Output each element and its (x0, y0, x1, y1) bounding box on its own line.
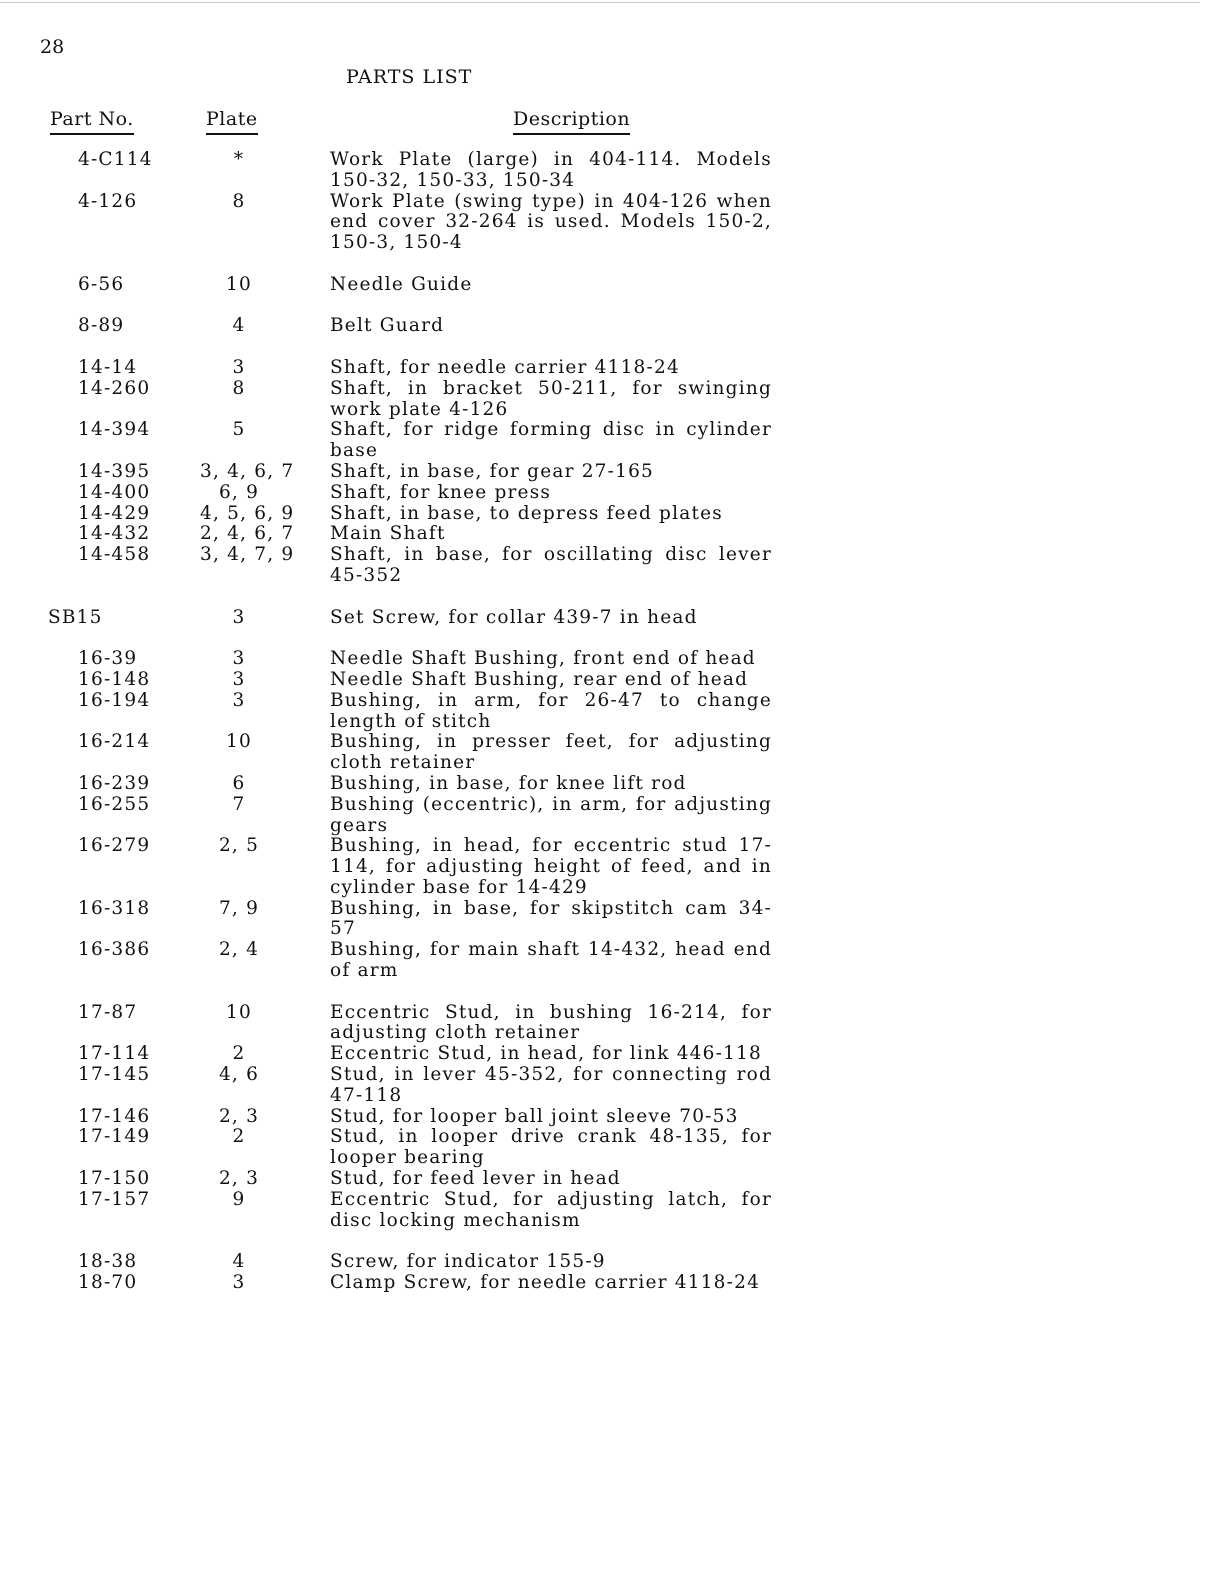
parts-row (0, 732, 1224, 774)
plate-number: 3, 4, 7, 9 (200, 544, 295, 566)
plate-number: 2 (232, 1126, 246, 1148)
part-number: 14-429 (78, 502, 151, 524)
parts-row (0, 358, 1224, 379)
parts-row (0, 649, 1224, 670)
page-title: PARTS LIST (346, 66, 473, 88)
part-description: Main Shaft (330, 523, 446, 545)
part-number: 16-279 (78, 835, 151, 857)
part-number: 17-149 (78, 1126, 151, 1148)
plate-number: 3 (232, 606, 246, 628)
parts-row (0, 1169, 1224, 1190)
part-description: Set Screw, for collar 439-7 in head (330, 606, 698, 628)
header-underline (513, 133, 630, 135)
parts-row (0, 420, 1224, 462)
part-number: 4-C114 (78, 149, 153, 170)
part-number: 14-458 (78, 544, 151, 566)
plate-number: 3 (232, 689, 246, 711)
part-number: 16-39 (78, 648, 138, 670)
part-number: 6-56 (78, 273, 125, 295)
plate-number: 10 (226, 1001, 252, 1023)
header-underline (50, 133, 134, 135)
header-description (513, 108, 630, 135)
page-top-edge (0, 2, 1200, 3)
parts-row (0, 192, 1224, 254)
parts-row (0, 691, 1224, 733)
plate-number: 2, 4, 6, 7 (200, 523, 295, 545)
parts-list (0, 150, 1224, 1294)
part-description: Bushing, in head, for eccentric stud 17-114, for adjusting height of feed, and in cylinder base for 14-429 (330, 835, 772, 898)
plate-number: 2, 5 (218, 835, 260, 857)
plate-number: 4, 6 (218, 1064, 260, 1086)
header-plate-label: Plate (206, 108, 258, 130)
part-number: 14-14 (78, 356, 138, 378)
plate-number: 8 (232, 377, 246, 399)
plate-number: 3 (232, 648, 246, 670)
part-number: 16-318 (78, 897, 151, 919)
parts-row (0, 379, 1224, 421)
plate-number: 3, 4, 6, 7 (200, 460, 295, 482)
plate-number: 7, 9 (218, 897, 260, 919)
parts-row (0, 275, 1224, 296)
part-description: Stud, in looper drive crank 48-135, for looper bearing (330, 1126, 772, 1169)
part-description: Eccentric Stud, in bushing 16-214, for adjusting cloth retainer (330, 1001, 772, 1044)
parts-row (0, 836, 1224, 898)
plate-number: 4 (232, 315, 246, 337)
parts-row (0, 1003, 1224, 1045)
part-number: 16-386 (78, 939, 151, 961)
part-number: 14-395 (78, 460, 151, 482)
part-description: Clamp Screw, for needle carrier 4118-24 (330, 1272, 761, 1294)
plate-number: 10 (226, 273, 252, 295)
part-number: 16-148 (78, 668, 151, 690)
parts-row (0, 524, 1224, 545)
part-number: 16-214 (78, 731, 151, 753)
parts-row (0, 483, 1224, 504)
part-number: 18-38 (78, 1251, 138, 1273)
part-description: Work Plate (swing type) in 404-126 when end cover 32-264 is used. Models 150-2, 150-3, 150-4 (330, 190, 772, 254)
part-description: Work Plate (large) in 404-114. Models 150-32, 150-33, 150-34 (330, 149, 772, 191)
parts-row (0, 608, 1224, 629)
part-description: Eccentric Stud, in head, for link 446-118 (330, 1043, 762, 1065)
part-number: 14-394 (78, 419, 151, 441)
part-number: 17-114 (78, 1043, 151, 1065)
part-number: 16-255 (78, 793, 151, 815)
part-description: Bushing, in presser feet, for adjusting cloth retainer (330, 731, 772, 774)
part-description: Shaft, in base, to depress feed plates (330, 502, 723, 524)
header-description-label: Description (513, 108, 631, 130)
part-description: Bushing, for main shaft 14-432, head end of arm (330, 939, 772, 982)
parts-row (0, 774, 1224, 795)
parts-row (0, 670, 1224, 691)
part-number: 17-145 (78, 1064, 151, 1086)
part-description: Screw, for indicator 155-9 (330, 1251, 606, 1273)
plate-number: 6, 9 (218, 481, 260, 503)
part-description: Bushing (eccentric), in arm, for adjusting gears (330, 793, 772, 836)
part-description: Bushing, in arm, for 26-47 to change length of stitch (330, 689, 772, 732)
part-description: Shaft, in base, for oscillating disc lever 45-352 (330, 544, 772, 586)
plate-number: 10 (226, 731, 252, 753)
parts-row (0, 1252, 1224, 1273)
part-description: Bushing, in base, for skipstitch cam 34-57 (330, 897, 772, 940)
plate-number: 3 (232, 1272, 246, 1294)
plate-number: 9 (232, 1188, 246, 1210)
part-description: Shaft, in base, for gear 27-165 (330, 460, 655, 482)
parts-row (0, 1127, 1224, 1169)
plate-number: 2, 3 (218, 1168, 260, 1190)
plate-number: 7 (232, 793, 246, 815)
plate-number: * (233, 149, 245, 170)
plate-number: 2 (232, 1043, 246, 1065)
parts-row (0, 150, 1224, 192)
part-number: 16-239 (78, 772, 151, 794)
plate-number: 4, 5, 6, 9 (200, 502, 295, 524)
part-number: 17-146 (78, 1105, 151, 1127)
part-number: 14-260 (78, 377, 151, 399)
parts-row (0, 1190, 1224, 1232)
part-description: Needle Guide (330, 273, 473, 295)
parts-row (0, 1107, 1224, 1128)
parts-row (0, 316, 1224, 337)
parts-row (0, 940, 1224, 982)
parts-row (0, 795, 1224, 837)
part-number: 17-150 (78, 1168, 151, 1190)
header-underline (206, 133, 258, 135)
page-number: 28 (40, 36, 65, 58)
plate-number: 8 (232, 190, 246, 212)
part-number: 14-432 (78, 523, 151, 545)
part-number: 4-126 (78, 190, 138, 212)
parts-row (0, 545, 1224, 587)
part-description: Stud, for looper ball joint sleeve 70-53 (330, 1105, 739, 1127)
part-number: SB15 (48, 606, 103, 628)
parts-row (0, 1044, 1224, 1065)
parts-row (0, 462, 1224, 483)
plate-number: 2, 3 (218, 1105, 260, 1127)
plate-number: 4 (232, 1251, 246, 1273)
part-description: Bushing, in base, for knee lift rod (330, 772, 687, 794)
part-number: 16-194 (78, 689, 151, 711)
header-part-no (50, 108, 134, 135)
parts-row (0, 504, 1224, 525)
part-description: Stud, in lever 45-352, for connecting rod 47-118 (330, 1064, 772, 1106)
part-number: 14-400 (78, 481, 151, 503)
parts-row (0, 899, 1224, 941)
header-part-no-label: Part No. (50, 108, 134, 130)
plate-number: 2, 4 (218, 939, 260, 961)
part-description: Eccentric Stud, for adjusting latch, for disc locking mechanism (330, 1188, 772, 1231)
part-number: 8-89 (78, 315, 125, 337)
header-plate (206, 108, 258, 135)
part-description: Shaft, in bracket 50-211, for swinging work plate 4-126 (330, 377, 772, 420)
part-number: 17-157 (78, 1188, 151, 1210)
part-description: Needle Shaft Bushing, rear end of head (330, 668, 749, 690)
part-description: Needle Shaft Bushing, front end of head (330, 648, 756, 670)
plate-number: 3 (232, 356, 246, 378)
parts-row (0, 1065, 1224, 1107)
part-description: Stud, for feed lever in head (330, 1168, 621, 1190)
part-number: 18-70 (78, 1272, 138, 1294)
plate-number: 6 (232, 772, 246, 794)
plate-number: 5 (232, 419, 246, 441)
part-description: Shaft, for needle carrier 4118-24 (330, 356, 680, 378)
part-description: Shaft, for ridge forming disc in cylinder base (330, 419, 772, 462)
plate-number: 3 (232, 668, 246, 690)
part-description: Belt Guard (330, 315, 445, 337)
part-number: 17-87 (78, 1001, 138, 1023)
part-description: Shaft, for knee press (330, 481, 552, 503)
parts-row (0, 1273, 1224, 1294)
